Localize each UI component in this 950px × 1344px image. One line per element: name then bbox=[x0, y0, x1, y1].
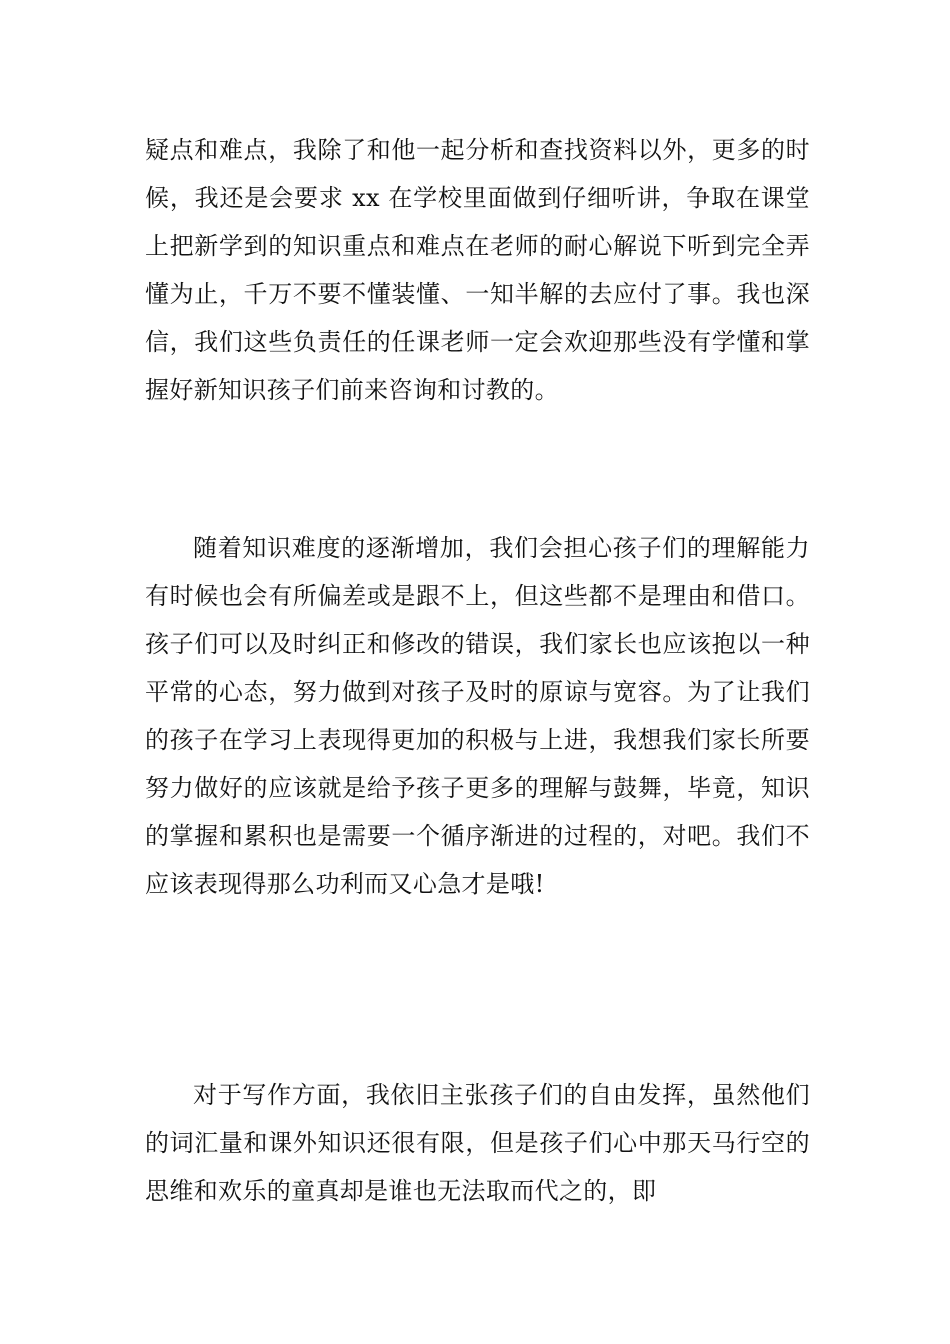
paragraph-2 bbox=[145, 524, 810, 908]
text-line: 马行空的思维和欢乐的童真却是谁也无法取而代之的，即 bbox=[145, 1129, 810, 1205]
text-line: 序渐进的过程的，对吧。我们不应该表现得那么功利而又 bbox=[145, 822, 810, 898]
text-line: 应该抱以一种平常的心态，努力做到对孩子及时的原谅与 bbox=[145, 630, 810, 706]
text-line: 随着知识难度的逐渐增加，我们会担心孩子们的理解 bbox=[193, 534, 761, 562]
text-line: 疑点和难点，我除了和他一起分析和查找资料以外，更多 bbox=[145, 136, 762, 164]
text-line: 宽容。为了让我们的孩子在学习上表现得更加的积极与上 bbox=[145, 678, 810, 754]
text-line: 付了事。我也深信，我们这些负责任的任课老师一定会欢 bbox=[145, 280, 811, 356]
text-line: 听到完全弄懂为止，千万不要不懂装懂、一知半解的去应 bbox=[145, 232, 811, 308]
text-line: 他们的词汇量和课外知识还很有限，但是孩子们心中那天 bbox=[145, 1081, 810, 1157]
text-line: 对于写作方面，我依旧主张孩子们的自由发挥，虽然 bbox=[193, 1081, 761, 1109]
text-line: 在课堂上把新学到的知识重点和难点在老师的耐心解说下 bbox=[145, 184, 810, 260]
text-line: 心急才是哦! bbox=[412, 870, 545, 898]
text-line: 和借口。孩子们可以及时纠正和修改的错误，我们家长也 bbox=[145, 582, 810, 658]
text-line: 的理解与鼓舞，毕竟，知识的掌握和累积也是需要一个循 bbox=[145, 774, 811, 850]
text-line: 的时候，我还是会要求 xx 在学校里面做到仔细听讲，争取 bbox=[145, 136, 811, 212]
paragraph-3 bbox=[145, 1071, 810, 1215]
paragraph-1 bbox=[145, 126, 810, 414]
text-line: 迎那些没有学懂和掌握好新知识孩子们前来咨询和讨教的。 bbox=[145, 328, 810, 404]
text-line: 进，我想我们家长所要努力做好的应该就是给予孩子更多 bbox=[145, 726, 811, 802]
text-line: 能力有时候也会有所偏差或是跟不上，但这些都不是理由 bbox=[145, 534, 810, 610]
